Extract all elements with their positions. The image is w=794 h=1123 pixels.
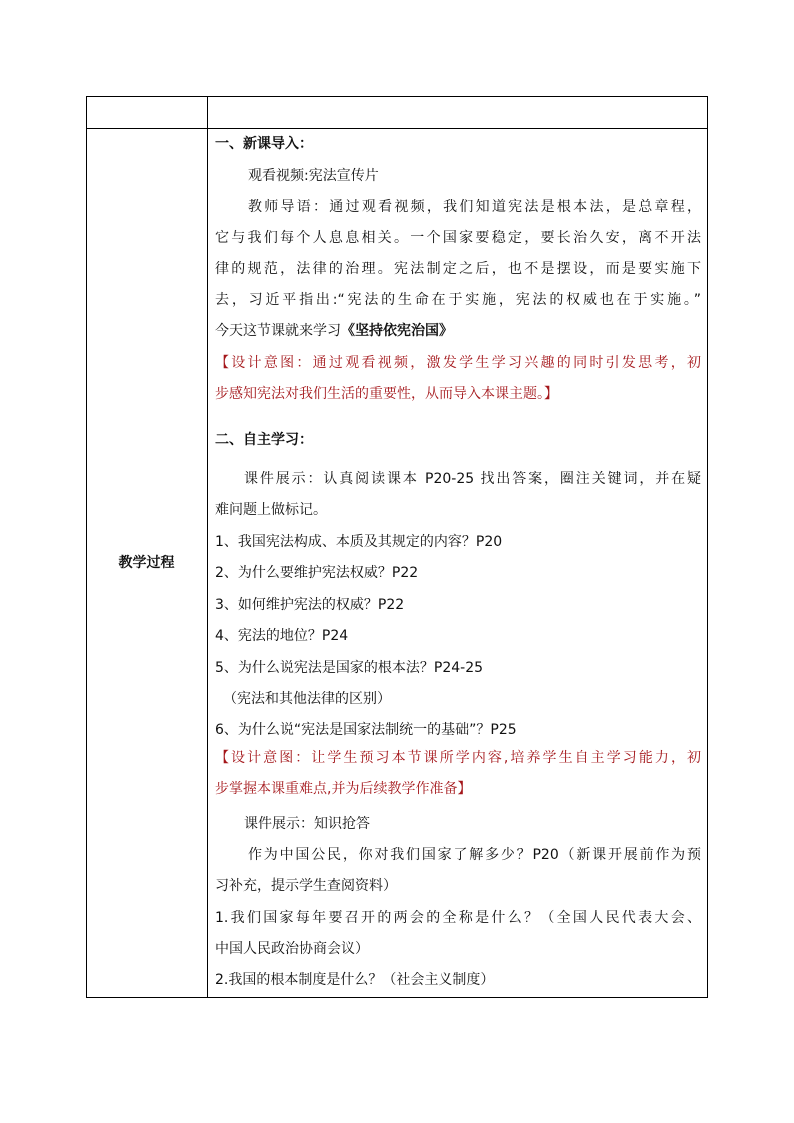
courseware-line: 难问题上做标记。 xyxy=(215,502,327,518)
question-item: 4、宪法的地位？P24 xyxy=(215,628,349,644)
design-intent-line: 【设计意图：让学生预习本节课所学内容,培养学生自主学习能力，初 xyxy=(215,750,701,766)
citizen-line: 习补充，提示学生查阅资料） xyxy=(215,878,397,894)
today-prefix: 今天这节课就来学习 xyxy=(215,323,341,339)
table-row-divider xyxy=(86,128,708,129)
design-intent-line: 步感知宪法对我们生活的重要性，从而导入本课主题。】 xyxy=(215,386,558,402)
video-line: 观看视频:宪法宣传片 xyxy=(248,168,379,184)
question-item: 6、为什么说“宪法是国家法制统一的基础”？P25 xyxy=(215,722,517,738)
row-label-teaching-process: 教学过程 xyxy=(118,555,175,571)
table-border-top xyxy=(86,96,708,97)
design-intent-line: 【设计意图：通过观看视频，激发学生学习兴趣的同时引发思考，初 xyxy=(215,355,701,371)
question-item: 1、我国宪法构成、本质及其规定的内容？P20 xyxy=(215,534,503,550)
today-line xyxy=(215,321,453,341)
question-item: 3、如何维护宪法的权威？P22 xyxy=(215,597,405,613)
courseware-line: 课件展示：认真阅读课本 P20-25 找出答案，圈注关键词，并在疑 xyxy=(244,471,701,487)
table-border-right xyxy=(707,96,708,998)
teacher-line: 去，习近平指出:“宪法的生命在于实施，宪法的权威也在于实施。” xyxy=(215,292,701,308)
quiz-label: 课件展示：知识抢答 xyxy=(244,816,370,832)
quiz-item: 中国人民政治协商会议） xyxy=(215,941,369,957)
quiz-item: 2.我国的根本制度是什么？（社会主义制度） xyxy=(215,972,495,988)
table-column-divider xyxy=(207,96,208,998)
section1-heading: 一、新课导入： xyxy=(215,136,313,152)
quiz-item: 1.我们国家每年要召开的两会的全称是什么？（全国人民代表大会、 xyxy=(215,910,701,926)
lesson-title: 《坚持依宪治国》 xyxy=(341,323,453,339)
question-item: 5、为什么说宪法是国家的根本法？P24-25 xyxy=(215,660,484,676)
teacher-line: 教师导语：通过观看视频，我们知道宪法是根本法，是总章程， xyxy=(248,199,701,215)
table-border-bottom xyxy=(86,997,708,998)
citizen-line: 作为中国公民，你对我们国家了解多少？P20（新课开展前作为预 xyxy=(248,847,701,863)
teacher-line: 它与我们每个人息息相关。一个国家要稳定，要长治久安，离不开法 xyxy=(215,230,701,246)
section2-heading: 二、自主学习： xyxy=(215,432,313,448)
table-border-left xyxy=(86,96,87,998)
question-note: （宪法和其他法律的区别） xyxy=(223,691,391,707)
lesson-table xyxy=(86,96,708,998)
question-item: 2、为什么要维护宪法权威？P22 xyxy=(215,565,419,581)
design-intent-line: 步掌握本课重难点,并为后续教学作准备】 xyxy=(215,781,472,797)
teacher-line: 律的规范，法律的治理。宪法制定之后，也不是摆设，而是要实施下 xyxy=(215,261,701,277)
